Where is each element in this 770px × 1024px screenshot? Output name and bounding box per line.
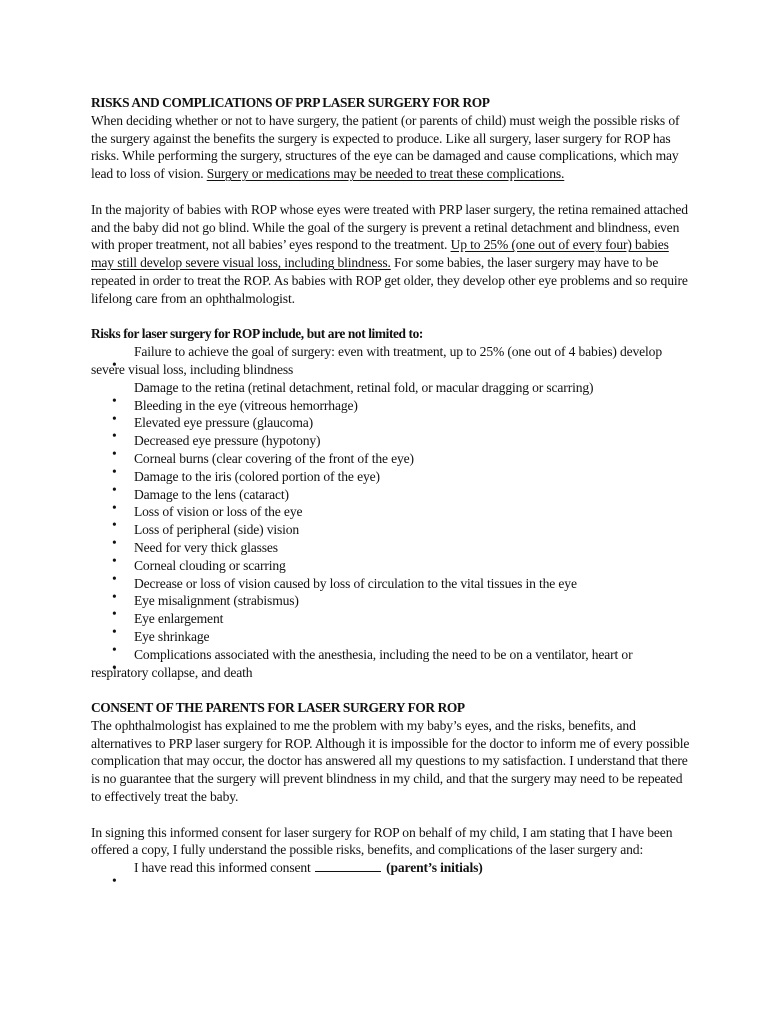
risk-item-text: Decrease or loss of vision caused by loss of circulation to the vital tissues in the eye bbox=[134, 575, 577, 591]
risk-item-text: Complications associated with the anesthesia, including the need to be on a ventilator, heart or respiratory collapse, and death bbox=[91, 646, 633, 680]
risk-item-text: Damage to the iris (colored portion of the eye) bbox=[134, 468, 380, 484]
risks-list-heading: Risks for laser surgery for ROP include, but are not limited to: bbox=[91, 326, 423, 342]
risks-paragraph-1-text: When deciding whether or not to have surgery, the patient (or parents of child) must weigh the possible risks of the surgery against the benefits the surgery is expected to produce. Like all surgery, laser surgery for ROP has risks. While performing the surgery, structures of the eye can be damaged and cause complications, which may lead to loss of vision. bbox=[91, 112, 680, 182]
risk-item-text: Eye enlargement bbox=[134, 611, 224, 627]
risk-item-text: Damage to the lens (cataract) bbox=[134, 486, 289, 502]
risk-list-item bbox=[91, 397, 691, 415]
risks-paragraph-1 bbox=[91, 112, 691, 183]
risk-list-item bbox=[91, 379, 691, 397]
risk-item-text: Corneal clouding or scarring bbox=[134, 557, 286, 573]
risks-paragraph-2-rest: For some babies, the laser surgery may have to be repeated in order to treat the ROP. As babies with ROP get older, they develop other eye problems and so require lifelong care from an ophthalmologist. bbox=[91, 255, 688, 306]
consent-heading: CONSENT OF THE PARENTS FOR LASER SURGERY FOR ROP bbox=[91, 700, 465, 716]
risks-complications-heading: RISKS AND COMPLICATIONS OF PRP LASER SURGERY FOR ROP bbox=[91, 95, 490, 110]
risk-item-text: Corneal burns (clear covering of the front of the eye) bbox=[134, 450, 414, 466]
risks-paragraph-1-underlined: Surgery or medications may be needed to treat these complications. bbox=[206, 166, 565, 182]
risk-list-item bbox=[91, 503, 691, 521]
risk-list-item bbox=[91, 557, 691, 575]
risk-item-text: Eye misalignment (strabismus) bbox=[134, 593, 299, 609]
parent-initials-label: (parent’s initials) bbox=[386, 860, 483, 876]
risk-list-item bbox=[91, 628, 691, 646]
risk-list-item bbox=[91, 539, 691, 557]
parent-initials-field[interactable] bbox=[315, 859, 381, 872]
risk-list-item bbox=[91, 646, 691, 682]
risk-item-text: Bleeding in the eye (vitreous hemorrhage) bbox=[134, 397, 358, 413]
risk-list-item bbox=[91, 450, 691, 468]
risk-list-item bbox=[91, 414, 691, 432]
risk-item-text: Loss of vision or loss of the eye bbox=[134, 504, 303, 520]
risk-list-item bbox=[91, 575, 691, 593]
risk-list-item bbox=[91, 610, 691, 628]
risk-item-text: Elevated eye pressure (glaucoma) bbox=[134, 415, 314, 431]
risks-paragraph-2 bbox=[91, 201, 691, 308]
risk-item-text: Decreased eye pressure (hypotony) bbox=[134, 433, 321, 449]
risk-item-text: Need for very thick glasses bbox=[134, 539, 278, 555]
consent-paragraph-2: In signing this informed consent for laser surgery for ROP on behalf of my child, I am stating that I have been offered a copy, I fully understand the possible risks, benefits, and complications of the laser surgery and: bbox=[91, 824, 673, 858]
risk-item-text: Loss of peripheral (side) vision bbox=[134, 522, 300, 538]
risk-list-item bbox=[91, 521, 691, 539]
risks-paragraph-2-text: In the majority of babies with ROP whose eyes were treated with PRP laser surgery, the retina remained attached and the baby did not go blind. While the goal of the surgery is prevent a retinal detachment and blindness, even with proper treatment, not all babies’ eyes respond to the treatment. bbox=[91, 201, 688, 253]
document-content bbox=[91, 94, 691, 877]
consent-list bbox=[91, 859, 691, 877]
risk-item-text: Failure to achieve the goal of surgery: even with treatment, up to 25% (one out of 4 babies) develop severe visual loss, including blindness bbox=[91, 344, 662, 377]
consent-list-item bbox=[91, 859, 691, 877]
risks-paragraph-2-underlined: Up to 25% (one out of every four) babies may still develop severe visual loss, including blindness. bbox=[91, 237, 669, 271]
consent-bullet-text: I have read this informed consent bbox=[134, 860, 311, 876]
risk-list-item bbox=[91, 432, 691, 450]
risk-item-text: Eye shrinkage bbox=[134, 628, 210, 644]
risk-list-item bbox=[91, 343, 691, 379]
risk-list-item bbox=[91, 468, 691, 486]
consent-paragraph-1: The ophthalmologist has explained to me the problem with my baby’s eyes, and the risks, benefits, and alternatives to PRP laser surgery for ROP. Although it is impossible for the doctor to inform me of every possible complication that may occur, the doctor has answered all my questions to my satisfaction. I understand that there is no guarantee that the surgery will prevent blindness in my child, and that the surgery may need to be repeated to effectively treat the baby. bbox=[91, 717, 690, 805]
risk-list-item bbox=[91, 486, 691, 504]
risks-list bbox=[91, 343, 691, 681]
risk-item-text: Damage to the retina (retinal detachment, retinal fold, or macular dragging or scarring) bbox=[134, 379, 594, 395]
risk-list-item bbox=[91, 592, 691, 610]
